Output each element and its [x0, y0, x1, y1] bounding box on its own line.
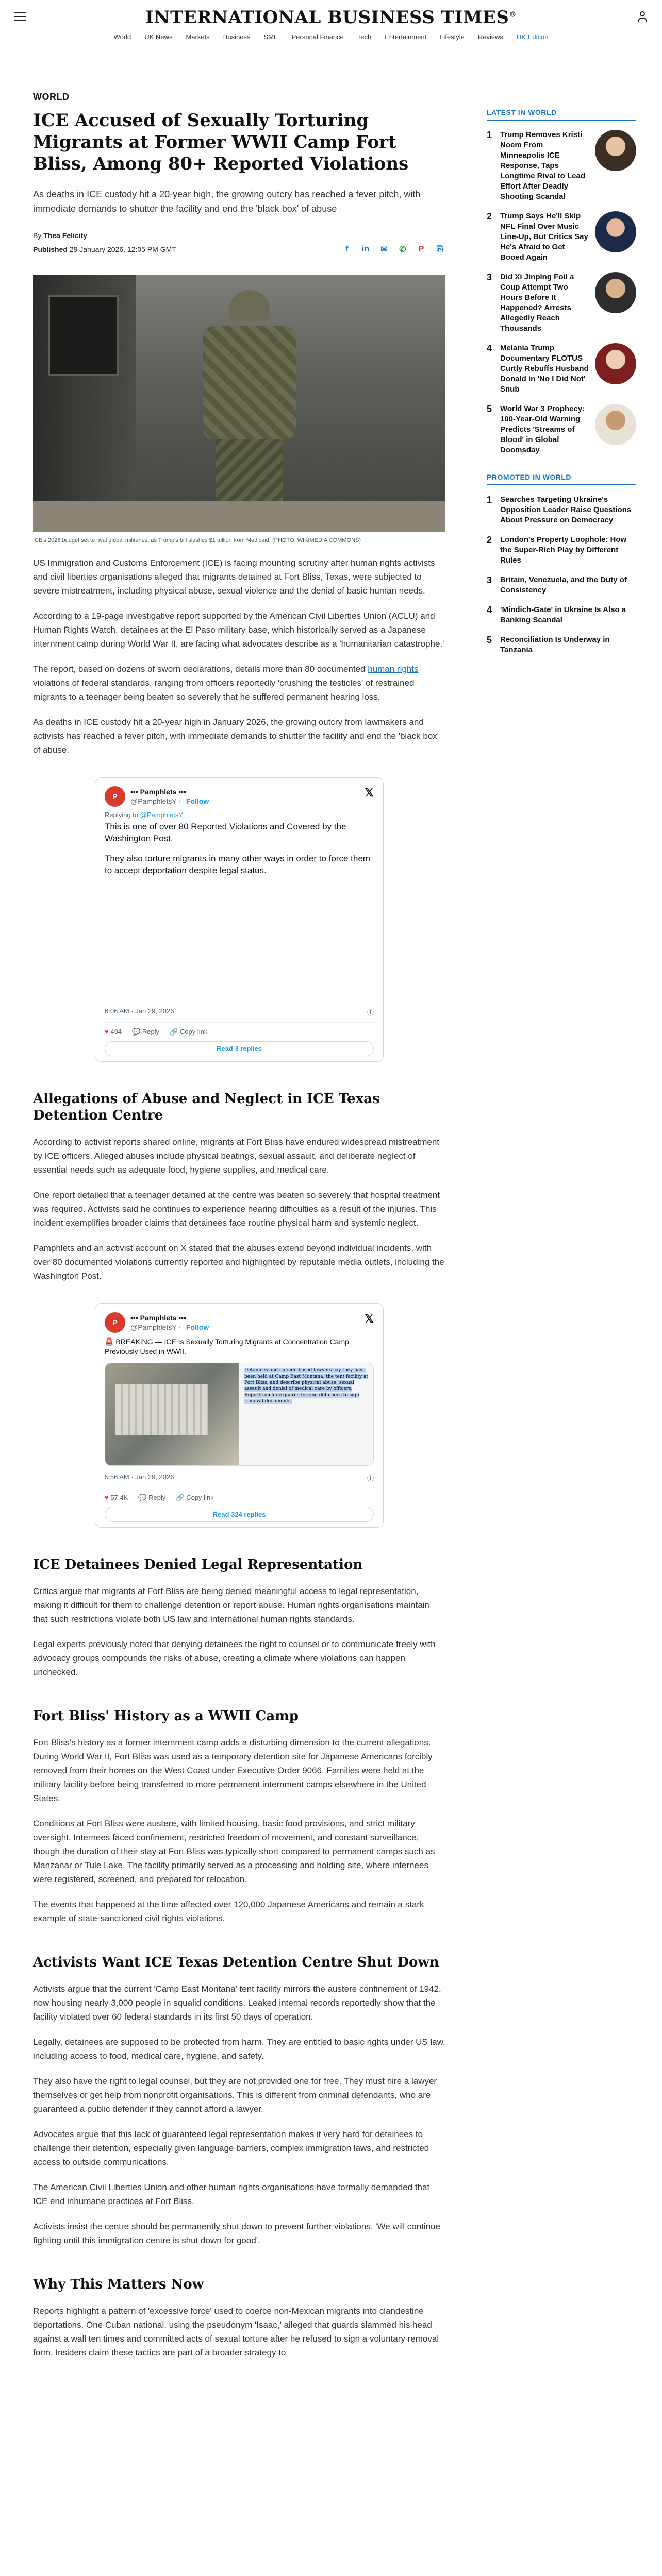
info-icon[interactable]: ⓘ — [367, 1475, 374, 1482]
article-paragraph: Conditions at Fort Bliss were austere, with limited housing, basic food provisions, and strict military oversight. Internees faced confinement, restricted freedom of movement, and constant surveillance, though the duration of their stay at Fort Bliss was typically short compared to permanent camps such as Manzanar or Tule Lake. The facility primarily served as a processing and holding site, where internees were registered, screened, and prepared for relocation. — [33, 1819, 435, 1884]
story-thumbnail[interactable] — [595, 272, 636, 313]
article-title: ICE Accused of Sexually Torturing Migrants at Former WWII Camp Fort Bliss, Among 80+ Reported Violations — [33, 110, 409, 174]
article-paragraph: As deaths in ICE custody hit a 20-year high in January 2026, the growing outcry from lawmakers and activists has reached a fever pitch, with immediate demands to shutter the facility and end the 'black box' of abuse. — [33, 717, 439, 755]
article-lede: As deaths in ICE custody hit a 20-year high, the growing outcry has reached a fever pitch, with immediate demands to shutter the facility and end the 'black box' of abuse — [33, 189, 421, 214]
hero-image — [33, 275, 445, 532]
site-header — [0, 0, 662, 47]
story-number: 3 — [487, 575, 492, 585]
like-button[interactable]: ♥ 57.4K — [105, 1494, 128, 1501]
armored-vehicle — [33, 275, 136, 532]
story-number: 1 — [487, 495, 492, 505]
story-thumbnail[interactable] — [595, 130, 636, 171]
byline: By Thea Felicity — [33, 231, 88, 240]
tweet-media[interactable] — [105, 1363, 374, 1466]
soldier-figure — [193, 290, 306, 532]
sidebar-story[interactable] — [487, 272, 636, 334]
nav-item-sme[interactable]: SME — [263, 33, 278, 41]
article-paragraph: Critics argue that migrants at Fort Bliss are being denied meaningful access to legal representation, making it difficult for them to challenge detention or report abuse. Human rights organisations maintain that such restrictions violate both US law and international human rights standards. — [33, 1586, 429, 1624]
story-headline[interactable]: Britain, Venezuela, and the Duty of Consistency — [500, 575, 627, 595]
copy-link-button[interactable]: 🔗 Copy link — [170, 1028, 208, 1036]
sidebar-story[interactable] — [487, 605, 636, 625]
story-number: 2 — [487, 211, 492, 222]
follow-button[interactable]: Follow — [186, 797, 209, 805]
embedded-tweet[interactable]: P ••• Pamphlets ••• @PamphletsY · Follow 𝕏 🚨 BREAKING — ICE Is Sexually Torturing Migrants at Concentration Camp Previously Used in WWII. Detainees and outside-based lawyers say they have been held at Camp East Montana, the tent facility at Fort Bliss, and describe physical abuse, sexual assault and denial of medical care by officers. Reports include guards forcing detainees to sign removal documents. 5:56 AM · Jan 29, 2026 ⓘ ♥ 57.4K 💬 Reply 🔗 Copy link Read 324 replies — [95, 1303, 384, 1528]
article-paragraph: US Immigration and Customs Enforcement (ICE) is facing mounting scrutiny after human rights activists and civil liberties organisations alleged that migrants detained at Fort Bliss, Texas, were subjected to severe mistreatment, including physical abuse, sexual violence and the denial of basic human needs. — [33, 558, 435, 596]
story-headline[interactable]: World War 3 Prophecy: 100-Year-Old Warning Predicts 'Streams of Blood' in Global Doomsday — [500, 404, 585, 454]
sidebar-story[interactable] — [487, 404, 636, 455]
heart-icon: ♥ — [105, 1494, 109, 1501]
info-icon[interactable]: ⓘ — [367, 1009, 374, 1016]
promoted-heading: PROMOTED IN WORLD — [487, 473, 636, 485]
article-paragraph: Legal experts previously noted that denying detainees the right to counsel or to communicate freely with advocacy groups compounds the risks of abuse, creating a climate where violations can happen unchecked. — [33, 1639, 436, 1677]
copy-link-icon[interactable]: ⎘ — [436, 245, 443, 253]
story-headline[interactable]: Searches Targeting Ukraine's Opposition Leader Raise Questions About Pressure on Democracy — [500, 495, 632, 524]
story-number: 4 — [487, 605, 492, 615]
email-share-icon[interactable]: ✉ — [380, 245, 388, 254]
story-number: 1 — [487, 130, 492, 140]
sidebar-story[interactable] — [487, 343, 636, 395]
like-button[interactable]: ♥ 494 — [105, 1028, 122, 1036]
article-paragraph: Fort Bliss's history as a former internment camp adds a disturbing dimension to the current allegations. During World War II, Fort Bliss was used as a temporary detention site for Japanese Americans forcibly removed from their homes on the West Coast under Executive Order 9066. Families were held at the military facility before being transferred to more permanent internment camps elsewhere in the United States. — [33, 1738, 433, 1803]
story-number: 4 — [487, 343, 492, 353]
facebook-share-icon[interactable]: f — [345, 245, 349, 253]
section-label[interactable]: WORLD — [33, 92, 70, 102]
author-link[interactable]: Thea Felicity — [43, 231, 88, 240]
article — [33, 92, 445, 2360]
nav-item-uk-edition[interactable]: UK Edition — [517, 33, 549, 41]
replying-to: Replying to @PamphletsY — [105, 811, 183, 819]
nav-item-world[interactable]: World — [113, 33, 131, 41]
story-thumbnail[interactable] — [595, 343, 636, 384]
tweet-author-name[interactable]: ••• Pamphlets ••• — [130, 788, 186, 796]
sidebar-story[interactable] — [487, 130, 636, 202]
tweet-author-handle[interactable]: @PamphletsY — [130, 1323, 177, 1331]
tweet-author-handle[interactable]: @PamphletsY — [130, 797, 177, 805]
sidebar-story[interactable] — [487, 211, 636, 263]
human-rights-link[interactable]: human rights — [368, 664, 419, 674]
story-headline[interactable]: Reconciliation Is Underway in Tanzania — [500, 635, 610, 654]
flipboard-share-icon[interactable]: P — [418, 245, 424, 253]
tweet-timestamp[interactable]: 5:56 AM · Jan 29, 2026 ⓘ — [105, 1473, 374, 1482]
story-thumbnail[interactable] — [595, 404, 636, 445]
story-headline[interactable]: Trump Says He'll Skip NFL Final Over Music Line-Up, But Critics Say He's Afraid to Get Booed Again — [500, 212, 588, 262]
article-paragraph: Reports highlight a pattern of 'excessive force' used to coerce non-Mexican migrants into clandestine deportations. One Cuban national, using the pseudonym 'Isaac,' alleged that guards slammed his head against a wall ten times and committed acts of sexual torture after he refused to sign a voluntary removal form. Insiders claim these tactics are part of a broader strategy to — [33, 2306, 439, 2358]
tweet-actions — [105, 1022, 374, 1036]
nav-item-uk-news[interactable]: UK News — [144, 33, 173, 41]
meta-row — [33, 244, 445, 255]
reply-icon: 💬 — [132, 1028, 141, 1036]
article-paragraph: Pamphlets and an activist account on X stated that the abuses extend beyond individual incidents, with over 80 documented violations currently reported and highlighted by reputable media outlets, including the Washington Post. — [33, 1243, 444, 1281]
tweet-text: This is one of over 80 Reported Violations and Covered by the Washington Post. — [105, 822, 346, 843]
reply-button[interactable]: 💬 Reply — [138, 1494, 166, 1501]
sidebar-story[interactable] — [487, 495, 636, 526]
story-thumbnail[interactable] — [595, 211, 636, 252]
read-replies-button[interactable]: Read 324 replies — [105, 1507, 374, 1522]
follow-button[interactable]: Follow — [186, 1323, 209, 1331]
nav-item-entertainment[interactable]: Entertainment — [385, 33, 427, 41]
section-heading: Allegations of Abuse and Neglect in ICE Texas Detention Centre — [33, 1091, 380, 1123]
x-logo-icon[interactable]: 𝕏 — [365, 1312, 374, 1325]
reply-icon: 💬 — [138, 1494, 147, 1501]
article-paragraph: According to a 19-page investigative report supported by the American Civil Liberties Union (ACLU) and Human Rights Watch, detainees at the El Paso military base, which historically served as a Japanese internment camp during World War II, are facing what advocates describe as a 'humanitarian catastrophe.' — [33, 611, 444, 649]
whatsapp-share-icon[interactable]: ✆ — [399, 245, 406, 254]
article-paragraph: Activists insist the centre should be permanently shut down to prevent further violations. 'We will continue fighting until this immigration centre is shut down for good'. — [33, 2222, 441, 2245]
avatar[interactable]: P — [105, 1312, 125, 1333]
link-icon: 🔗 — [170, 1028, 178, 1036]
article-paragraph: The events that happened at the time affected over 120,000 Japanese Americans and remain a stark example of state-sanctioned civil rights violations. — [33, 1900, 424, 1923]
section-heading: Fort Bliss' History as a WWII Camp — [33, 1708, 299, 1724]
main-nav — [0, 33, 662, 41]
share-buttons — [341, 244, 445, 255]
nav-item-markets[interactable]: Markets — [186, 33, 210, 41]
heart-icon: ♥ — [105, 1028, 109, 1036]
sidebar-story[interactable] — [487, 635, 636, 655]
nav-item-lifestyle[interactable]: Lifestyle — [440, 33, 465, 41]
story-number: 3 — [487, 272, 492, 282]
reply-button[interactable]: 💬 Reply — [132, 1028, 160, 1036]
story-number: 5 — [487, 404, 492, 414]
story-number: 5 — [487, 635, 492, 645]
article-paragraph: The American Civil Liberties Union and other human rights organisations have formally demanded that ICE end inhumane practices at Fort Bliss. — [33, 2182, 430, 2206]
story-headline[interactable]: London's Property Loophole: How the Super-Rich Play by Different Rules — [500, 535, 627, 565]
linkedin-share-icon[interactable]: in — [361, 245, 370, 253]
tweet-text: 🚨 BREAKING — ICE Is Sexually Torturing Migrants at Concentration Camp Previously Used in WWII. — [105, 1337, 349, 1355]
sidebar-story[interactable] — [487, 535, 636, 566]
nav-item-personal-finance[interactable]: Personal Finance — [291, 33, 344, 41]
document-screenshot: Detainees and outside-based lawyers say they have been held at Camp East Montana, the tent facility at Fort Bliss, and describe physical abuse, sexual assault and denial of medical care by officers. Reports include guards forcing detainees to sign removal documents. — [239, 1363, 373, 1465]
article-paragraph: Activists argue that the current 'Camp East Montana' tent facility mirrors the austere confinement of 1942, now housing nearly 3,000 people in squalid conditions. Leaked internal records reportedly show that the facility violated over 60 federal standards in its first 50 days of operation. — [33, 1984, 441, 2022]
nav-item-tech[interactable]: Tech — [357, 33, 372, 41]
story-headline[interactable]: 'Mindich-Gate' in Ukraine Is Also a Banking Scandal — [500, 605, 626, 624]
embedded-tweet[interactable]: P ••• Pamphlets ••• @PamphletsY · Follow 𝕏 Replying to @PamphletsY This is one of over 80 Reported Violations and Covered by the Washington Post. They also torture migrants in many other ways in order to force them to accept deportation despite legal status. 6:06 AM · Jan 29, 2026 ⓘ ♥ 494 💬 Reply 🔗 Copy link Read 3 replies — [95, 777, 384, 1062]
story-headline[interactable]: Did Xi Jinping Foil a Coup Attempt Two Hours Before It Happened? Arrests Allegedly Reach Thousands — [500, 273, 574, 333]
article-paragraph: The report, based on dozens of sworn declarations, details more than 80 documented human rights violations of federal standards, ranging from officers reportedly 'crushing the testicles' of restrained migrants to a teenager being beaten so severely that he suffered permanent hearing loss. — [33, 664, 419, 702]
tweet-actions — [105, 1488, 374, 1502]
user-account-icon[interactable] — [637, 11, 648, 23]
tweet-author-name[interactable]: ••• Pamphlets ••• — [130, 1314, 186, 1322]
published-date: Published 29 January 2026, 12:05 PM GMT — [33, 245, 176, 253]
sidebar — [487, 108, 636, 655]
link-icon: 🔗 — [176, 1494, 185, 1501]
article-paragraph: Advocates argue that this lack of guaranteed legal representation makes it very hard for detainees to challenge their detention, especially given language barriers, complex immigration laws, and restricted access to outside communications. — [33, 2129, 429, 2167]
story-headline[interactable]: Trump Removes Kristi Noem From Minneapolis ICE Response, Taps Longtime Rival to Lead Effort After Deadly Shooting Scandal — [500, 130, 586, 201]
copy-link-button[interactable]: 🔗 Copy link — [176, 1494, 214, 1501]
tweet-timestamp[interactable]: 6:06 AM · Jan 29, 2026 ⓘ — [105, 1007, 374, 1016]
section-heading: Why This Matters Now — [33, 2277, 204, 2292]
article-paragraph: Legally, detainees are supposed to be protected from harm. They are entitled to basic rights under US law, including access to food, medical care, hygiene, and safety. — [33, 2037, 445, 2061]
aerial-photo — [105, 1363, 239, 1465]
avatar[interactable]: P — [105, 786, 125, 807]
section-heading: ICE Detainees Denied Legal Representation — [33, 1557, 363, 1572]
story-number: 2 — [487, 535, 492, 545]
story-headline[interactable]: Melania Trump Documentary FLOTUS Curtly Rebuffs Husband Donald in 'No I Did Not' Snub — [500, 344, 589, 394]
nav-item-reviews[interactable]: Reviews — [477, 33, 504, 41]
sidebar-story[interactable] — [487, 575, 636, 596]
nav-item-business[interactable]: Business — [223, 33, 251, 41]
tweet-text: They also torture migrants in many other ways in order to force them to accept deportation despite legal status. — [105, 854, 370, 875]
article-paragraph: One report detailed that a teenager detained at the centre was beaten so severely that hospital treatment was required. Activists said he continues to experience hearing difficulties as a result of the injuries. This incident exemplifies broader claims that detainees face routine physical harm and systemic neglect. — [33, 1190, 440, 1228]
latest-heading: LATEST IN WORLD — [487, 108, 636, 121]
read-replies-button[interactable]: Read 3 replies — [105, 1041, 374, 1056]
hero-caption: ICE's 2026 budget set to rival global militaries, as Trump's bill slashes $1 trillion from Medicaid. (PHOTO: WIKIMEDIA COMMONS) — [33, 537, 361, 544]
article-paragraph: According to activist reports shared online, migrants at Fort Bliss have endured widespread mistreatment by ICE officers. Alleged abuses include physical beatings, sexual assault, and deliberate neglect of essential needs such as adequate food, hygiene supplies, and medical care. — [33, 1137, 440, 1175]
section-heading: Activists Want ICE Texas Detention Centre Shut Down — [33, 1955, 439, 1970]
x-logo-icon[interactable]: 𝕏 — [365, 786, 374, 799]
site-logo[interactable]: INTERNATIONAL BUSINESS TIMES® — [145, 7, 517, 28]
article-paragraph: They also have the right to legal counsel, but they are not provided one for free. They must hire a lawyer themselves or get help from nonprofit organisations. This is different from criminal defendants, who are guaranteed a public defender if they cannot afford a lawyer. — [33, 2076, 437, 2114]
